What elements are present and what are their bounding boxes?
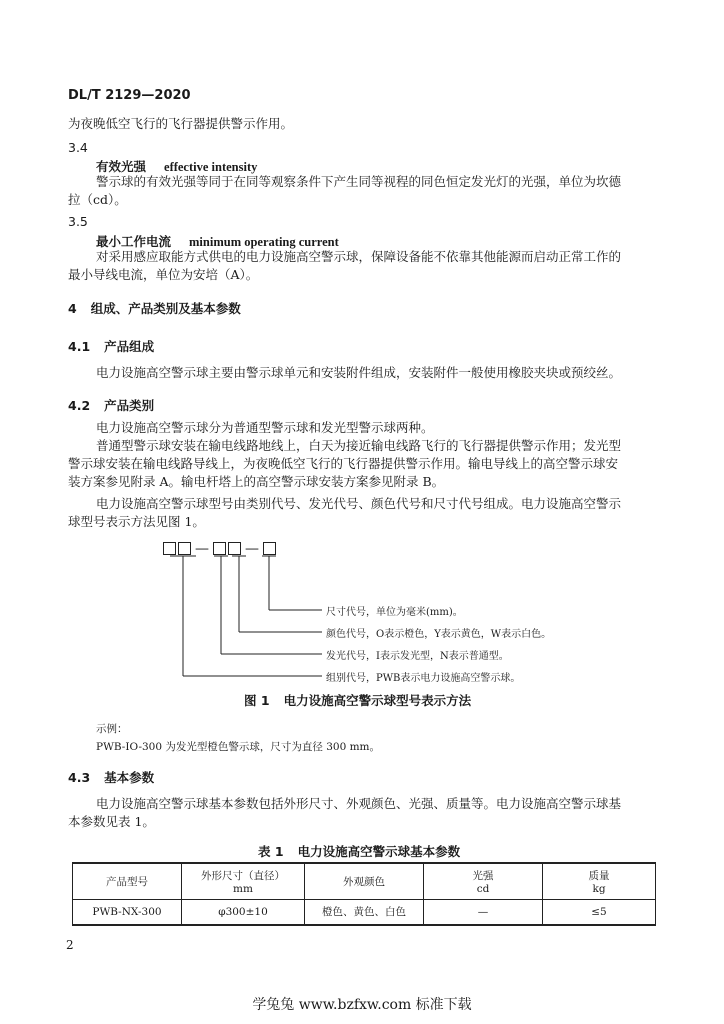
figure-label: 尺寸代号，单位为毫米(mm)。 [326,607,463,618]
term-chinese: 有效光强 [96,159,147,174]
table-header-row [73,863,656,899]
paragraph: 拉（cd）。 [68,192,127,207]
table-header-cell: 外观颜色 [305,863,424,899]
example-label: 示例： [96,723,128,735]
page-number: 2 [66,938,74,952]
example-text: PWB-IO-300 为发光型橙色警示球，尺寸为直径 300 mm。 [96,741,381,753]
subsection-heading: 4.1 产品组成 [68,339,155,354]
paragraph: 对采用感应取能方式供电的电力设施高空警示球，保障设备能不依靠其他能源而启动正常工作的 [96,249,622,264]
paragraph: 电力设施高空警示球基本参数包括外形尺寸、外观颜色、光强、质量等。电力设施高空警示球基 [96,796,622,811]
paragraph: 最小导线电流，单位为安培（A）。 [68,267,259,282]
table-cell: — [424,899,543,925]
paragraph: 本参数见表 1。 [68,814,155,829]
clause-number: 3.5 [68,214,88,229]
paragraph: 普通型警示球安装在输电线路地线上，白天为接近输电线路飞行的飞行器提供警示作用；发光型 [96,438,622,453]
basic-parameters-table [72,862,656,926]
figure-caption: 图 1 电力设施高空警示球型号表示方法 [244,693,472,708]
table-header-cell: 光强 cd [424,863,543,899]
figure-label: 颜色代号，O表示橙色，Y表示黄色，W表示白色。 [326,629,552,640]
table-header-cell: 外形尺寸（直径） mm [182,863,305,899]
table-cell: ≤5 [543,899,656,925]
term-english: minimum operating current [189,235,339,249]
table-row [73,899,656,925]
clause-number: 3.4 [68,140,88,155]
term-english: effective intensity [164,160,258,174]
paragraph: 警示球安装在输电线路导线上，为夜晚低空飞行的飞行器提供警示作用。输电导线上的高空警示球安 [68,456,619,471]
table-header-cell: 质量 kg [543,863,656,899]
figure-label: 组别代号，PWB表示电力设施高空警示球。 [326,673,521,684]
watermark-footer: 学兔兔 www.bzfxw.com 标准下载 [252,997,472,1013]
table-header-cell: 产品型号 [73,863,182,899]
standard-number: DL/T 2129—2020 [68,88,191,103]
term-chinese: 最小工作电流 [96,234,172,249]
subsection-heading: 4.2 产品类别 [68,398,155,413]
paragraph: 球型号表示方法见图 1。 [68,514,205,529]
figure-label: 发光代号，I表示发光型，N表示普通型。 [326,651,509,662]
paragraph: 为夜晚低空飞行的飞行器提供警示作用。 [68,116,294,131]
paragraph: 装方案参见附录 A。输电杆塔上的高空警示球安装方案参见附录 B。 [68,474,445,489]
subsection-heading: 4.3 基本参数 [68,770,155,785]
table-caption: 表 1 电力设施高空警示球基本参数 [258,844,461,859]
model-code-pattern: — — [162,538,277,557]
table-cell: φ300±10 [182,899,305,925]
paragraph: 电力设施高空警示球分为普通型警示球和发光型警示球两种。 [96,420,434,435]
paragraph: 警示球的有效光强等同于在同等观察条件下产生同等视程的同色恒定发光灯的光强，单位为坎德 [96,174,622,189]
paragraph: 电力设施高空警示球主要由警示球单元和安装附件组成，安装附件一般使用橡胶夹块或预绞丝。 [96,365,622,380]
section-heading: 4 组成、产品类别及基本参数 [68,301,241,316]
table-cell: 橙色、黄色、白色 [305,899,424,925]
table-cell: PWB-NX-300 [73,899,182,925]
paragraph: 电力设施高空警示球型号由类别代号、发光代号、颜色代号和尺寸代号组成。电力设施高空警示 [96,496,622,511]
